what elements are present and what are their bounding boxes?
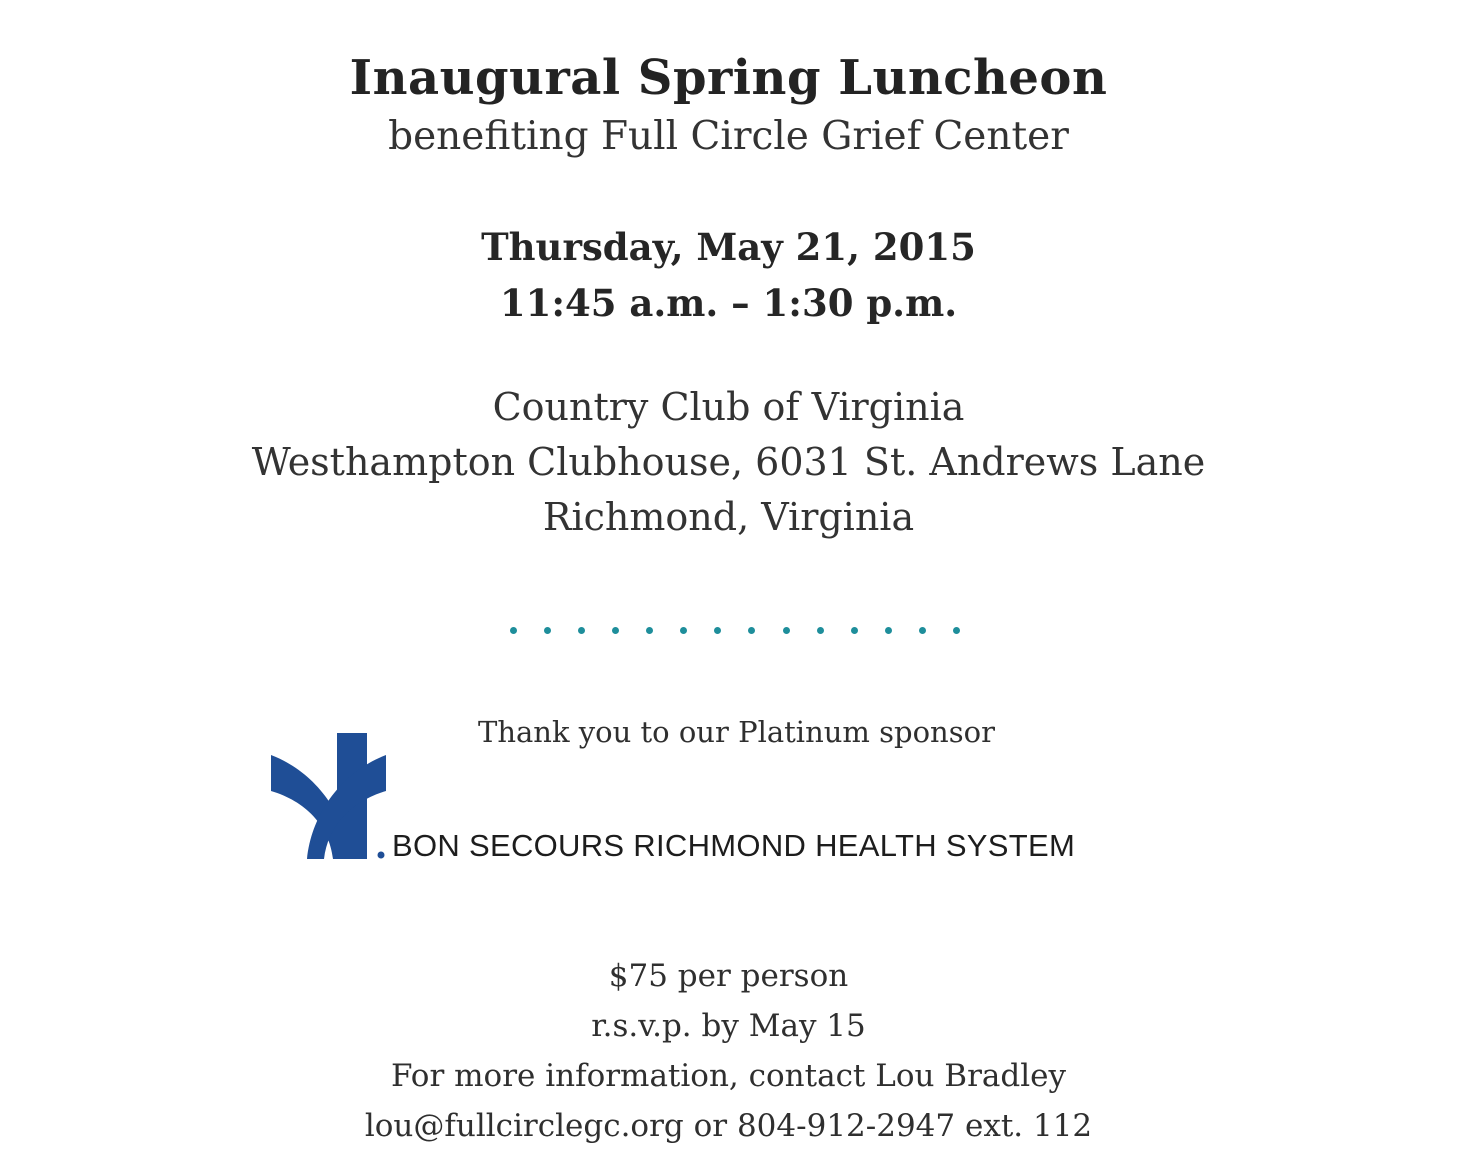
divider-dot (748, 627, 755, 634)
divider-dot (612, 627, 619, 634)
divider-dot (919, 627, 926, 634)
event-title: Inaugural Spring Luncheon (349, 50, 1108, 106)
divider-dot (714, 627, 721, 634)
rsvp-deadline: r.s.v.p. by May 15 (591, 1008, 866, 1044)
sponsor-name: BON SECOURS RICHMOND HEALTH SYSTEM (392, 828, 1076, 863)
ticket-price: $75 per person (608, 958, 849, 994)
divider-dot (885, 627, 892, 634)
divider-dot (953, 627, 960, 634)
venue-address: Westhampton Clubhouse, 6031 St. Andrews Lane (251, 440, 1206, 484)
divider-dot (851, 627, 858, 634)
divider-dot (544, 627, 551, 634)
venue-city: Richmond, Virginia (542, 495, 915, 539)
divider-dot (783, 627, 790, 634)
divider-dot (646, 627, 653, 634)
divider-dot (510, 627, 517, 634)
event-time: 11:45 a.m. – 1:30 p.m. (499, 281, 958, 325)
event-subtitle: benefiting Full Circle Grief Center (388, 114, 1069, 159)
dotted-divider (510, 622, 960, 638)
venue-name: Country Club of Virginia (492, 385, 965, 429)
event-date: Thursday, May 21, 2015 (481, 225, 976, 269)
contact-line: For more information, contact Lou Bradley (390, 1058, 1067, 1094)
divider-dot (680, 627, 687, 634)
bon-secours-logo-icon (271, 733, 386, 859)
sponsor-thanks: Thank you to our Platinum sponsor (478, 715, 995, 749)
contact-details: lou@fullcirclegc.org or 804-912-2947 ext. 112 (364, 1108, 1093, 1144)
divider-dot (817, 627, 824, 634)
divider-dot (578, 627, 585, 634)
